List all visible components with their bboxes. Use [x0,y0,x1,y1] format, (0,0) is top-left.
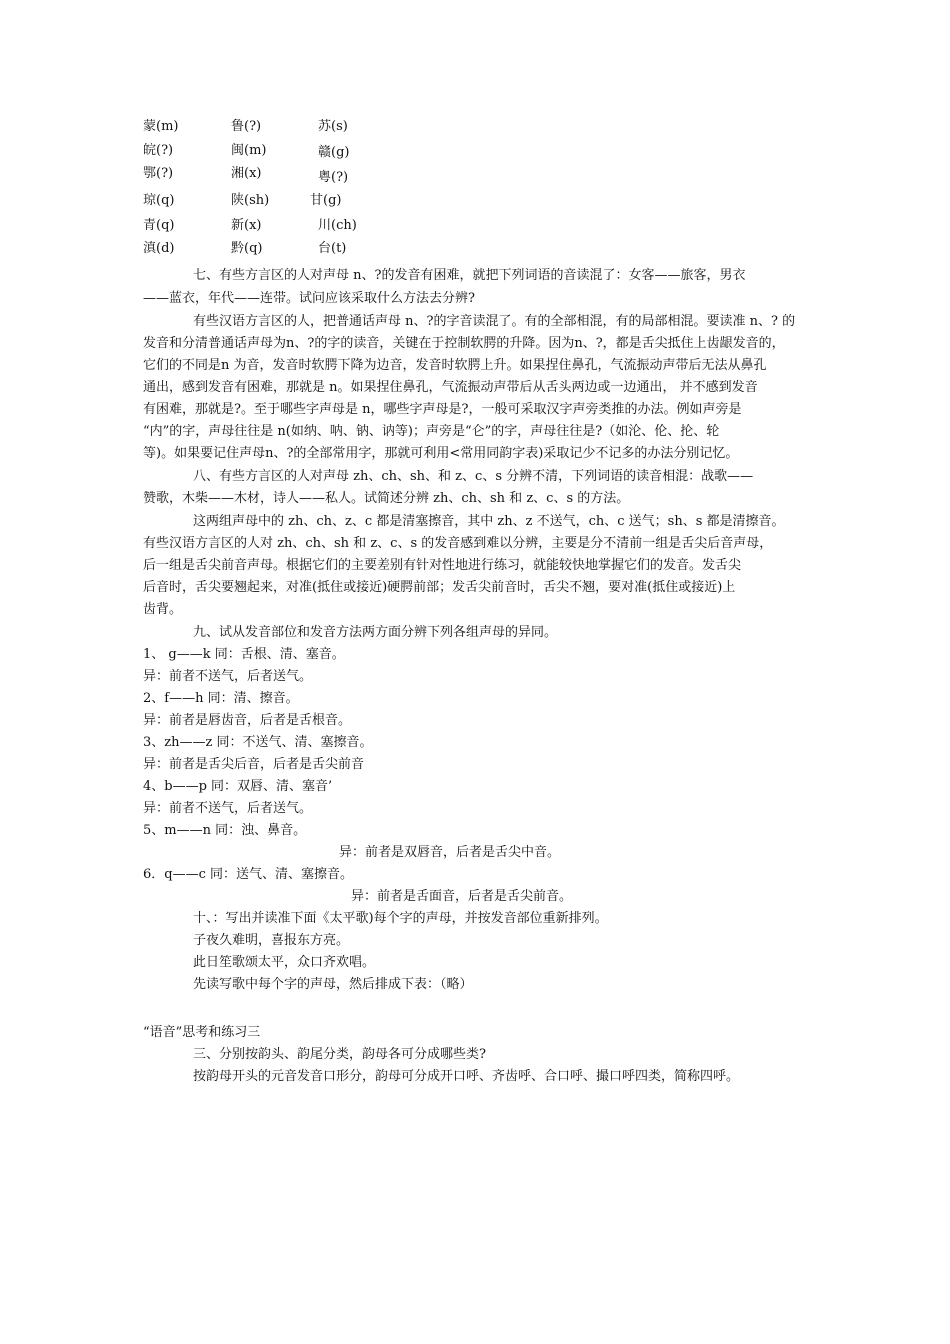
table-cell: 川(ch) [318,218,357,233]
table-cell: 鲁(?) [231,119,262,134]
table-cell: 湘(x) [231,166,262,181]
q9-item: 异：前者是舌面音，后者是舌尖前音。 [351,889,573,904]
q7-answer-line: 有些汉语方言区的人，把普通话声母 n、?的字音读混了。有的全部相混，有的局部相混。要读准 n、? 的 [193,314,796,329]
table-cell: 滇(d) [143,241,175,256]
table-cell: 粤(?) [318,170,349,185]
q7-answer-line: “内”的字，声母往往是 n(如纳、呐、钠、讷等)；声旁是“仑”的字，声母往往是?（如沦、伦、抡、轮 [143,424,720,439]
table-cell: 闽(m) [231,143,267,158]
table-cell: 鄂(?) [143,166,174,181]
q9-item: 异：前者是舌尖后音，后者是舌尖前音 [143,757,365,772]
q9-item: 异：前者不送气，后者送气。 [143,801,313,816]
q9-question: 九、试从发音部位和发音方法两方面分辨下列各组声母的异同。 [193,625,558,640]
q8-question-line: 赞歌，木柴——木材，诗人——私人。试简述分辨 zh、ch、sh 和 z、c、s 的方法。 [143,491,630,506]
q9-item: 1、 g——k 同：舌根、清、塞音。 [143,647,345,662]
q8-answer-line: 这两组声母中的 zh、ch、z、c 都是清塞擦音，其中 zh、z 不送气，ch、c 送气；sh、s 都是清擦音。 [193,514,785,529]
q7-answer-line: 通出，感到发音有困难，那就是 n。如果捏住鼻孔，气流振动声带后从舌头两边或一边通出， 并不感到发音 [143,380,758,395]
q7-answer-line: 有困难，那就是?。至于哪些字声母是 n，哪些字声母是?，一般可采取汉字声旁类推的办法。例如声旁是 [143,402,742,417]
q7-answer-line: 它们的不同是n 为音，发音时软腭下降为边音，发音时软腭上升。如果捏住鼻孔，气流振动声带后无法从鼻孔 [143,358,767,373]
table-cell: 苏(s) [318,119,348,134]
q9-item: 2、f——h 同：清、擦音。 [143,691,299,706]
q10-poem-line: 此日笙歌颂太平，众口齐欢唱。 [193,955,376,970]
table-cell: 赣(g) [318,145,350,160]
table-cell: 黔(q) [231,241,263,256]
q9-item: 异：前者不送气，后者送气。 [143,669,313,684]
q7-answer-line: 发音和分清普通话声母为n、?的字的读音，关键在于控制软腭的升降。因为n、?，都是舌尖抵住上齿龈发音的， [143,336,785,351]
q10-poem-line: 子夜久难明，喜报东方亮。 [193,933,350,948]
q8-answer-line: 后一组是舌尖前音声母。根据它们的主要差别有针对性地进行练习，就能较快地掌握它们的发音。发舌尖 [143,558,742,573]
table-cell: 台(t) [318,241,347,256]
table-cell: 陕(sh) [231,193,270,208]
section3-question: 三、分别按韵头、韵尾分类，韵母各可分成哪些类? [193,1047,486,1062]
q7-answer-line: 等)。如果要记住声母n、?的全部常用字，那就可利用<常用同韵字表)采取记少不记多的办法分别记忆。 [143,446,739,461]
table-cell: 蒙(m) [143,119,179,134]
q8-answer-line: 后音时，舌尖要翘起来，对准(抵住或接近)硬腭前部；发舌尖前音时，舌尖不翘，要对准(抵住或接近)上 [143,580,736,595]
table-cell: 皖(?) [143,143,174,158]
section-heading: “语音”思考和练习三 [143,1025,261,1040]
q7-question-line: ——蓝衣，年代——连带。试问应该采取什么方法去分辨? [143,291,475,306]
q9-item: 6．q——c 同：送气、清、塞擦音。 [143,867,354,882]
table-cell: 新(x) [231,218,262,233]
q9-item: 5、m——n 同：浊、鼻音。 [143,823,307,838]
q9-item: 3、zh——z 同：不送气、清、塞擦音。 [143,735,373,750]
q8-answer-line: 齿背。 [143,602,183,617]
q8-question-line: 八、有些方言区的人对声母 zh、ch、sh、和 z、c、s 分辨不清，下列词语的读音相混：战歌—— [193,469,754,484]
q7-question-line: 七、有些方言区的人对声母 n、?的发音有困难，就把下列词语的音读混了：女客——旅客，男衣 [193,268,746,283]
q9-item: 异：前者是双唇音，后者是舌尖中音。 [339,845,561,860]
q8-answer-line: 有些汉语方言区的人对 zh、ch、sh 和 z、c、s 的发音感到难以分辨，主要是分不清前一组是舌尖后音声母， [143,536,773,551]
section3-answer: 按韵母开头的元音发音口形分，韵母可分成开口呼、齐齿呼、合口呼、撮口呼四类，简称四呼。 [193,1069,740,1084]
q9-item: 4、b——p 同：双唇、清、塞音’ [143,779,333,794]
q10-question: 十、：写出并读准下面《太平歌)每个字的声母，并按发音部位重新排列。 [193,911,608,926]
table-cell: 琼(q) [143,193,175,208]
table-cell: 青(q) [143,218,175,233]
table-cell: 甘(g) [310,193,342,208]
q10-note: 先读写歌中每个字的声母，然后排成下表：（略） [193,977,473,992]
q9-item: 异：前者是唇齿音，后者是舌根音。 [143,713,352,728]
